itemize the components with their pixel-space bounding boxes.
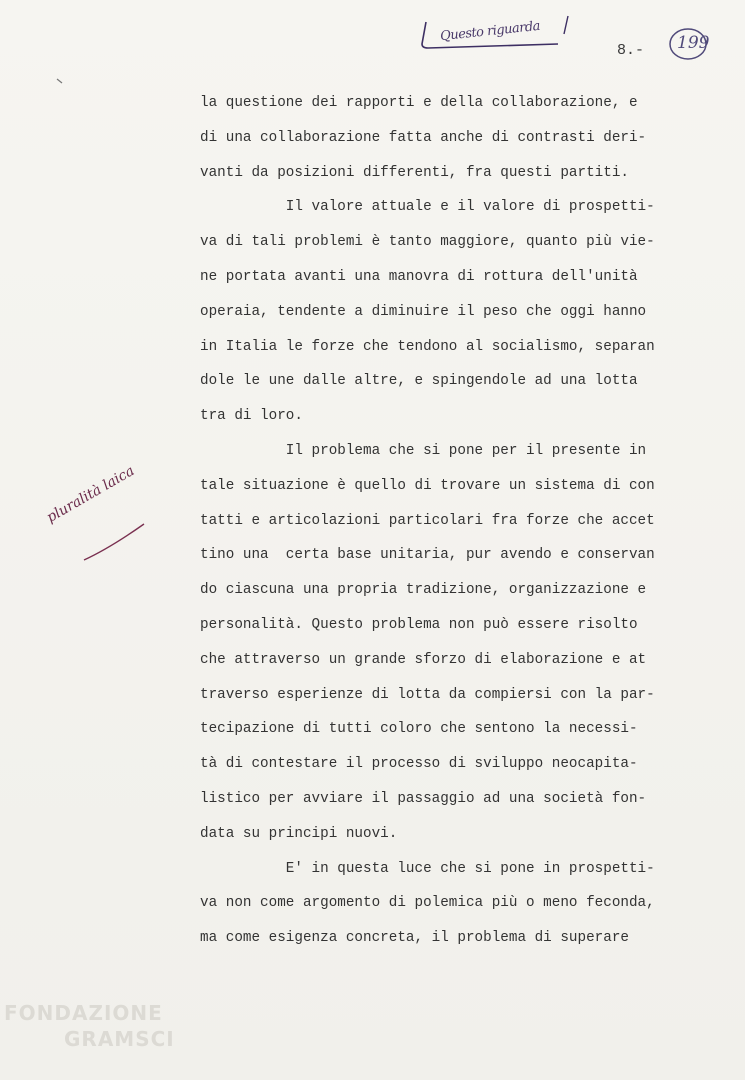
text-line: di una collaborazione fatta anche di contrasti deri- — [200, 129, 647, 146]
text-line: che attraverso un grande sforzo di elaborazione e at — [200, 651, 647, 668]
watermark — [4, 1000, 175, 1052]
text-line: listico per avviare il passaggio ad una società fon- — [200, 790, 647, 807]
folio-number: 199 — [677, 33, 710, 53]
text-line: la questione dei rapporti e della collaborazione, e — [200, 95, 638, 111]
header-annotation-text: Questo riguarda — [439, 18, 541, 45]
watermark-line-1: FONDAZIONE — [4, 1001, 163, 1025]
text-line: tà di contestare il processo di sviluppo neocapita- — [200, 756, 638, 773]
text-line: va non come argomento di polemica più o meno feconda, — [200, 895, 655, 912]
text-line: tra di loro. — [200, 408, 303, 425]
text-line: do ciascuna una propria tradizione, organizzazione e — [200, 582, 647, 599]
text-line: traverso esperienze di lotta da compiersi con la par- — [200, 686, 655, 703]
text-line: dole le une dalle altre, e spingendole ad una lotta — [200, 373, 638, 390]
text-line: data su principi nuovi. — [200, 825, 398, 842]
text-line: Il problema che si pone per il presente in — [200, 442, 647, 459]
page-number: 8.- — [617, 42, 645, 59]
text-line: tatti e articolazioni particolari fra forze che accet — [200, 512, 655, 529]
text-line: ma come esigenza concreta, il problema di superare — [200, 930, 629, 947]
stray-mark-icon — [56, 78, 64, 86]
text-line: tale situazione è quello di trovare un sistema di con — [200, 477, 655, 494]
text-line: Il valore attuale e il valore di prospetti- — [200, 199, 655, 216]
margin-underline-icon — [80, 520, 150, 565]
typed-body-text — [200, 86, 680, 956]
margin-handwritten-note: pluralità laica — [44, 462, 138, 526]
text-line: personalità. Questo problema non può essere risolto — [200, 616, 638, 633]
text-line: operaia, tendente a diminuire il peso che oggi hanno — [200, 303, 647, 320]
watermark-line-2: GRAMSCI — [64, 1027, 175, 1051]
text-line: tecipazione di tutti coloro che sentono la necessi- — [200, 721, 638, 738]
text-line: tino una certa base unitaria, pur avendo e conservan — [200, 547, 655, 564]
text-line: in Italia le forze che tendono al socialismo, separan — [200, 338, 655, 355]
text-line: ne portata avanti una manovra di rottura dell'unità — [200, 268, 638, 285]
text-line: E' in questa luce che si pone in prospetti- — [200, 860, 655, 877]
text-line: va di tali problemi è tanto maggiore, quanto più vie- — [200, 234, 655, 251]
text-line: vanti da posizioni differenti, fra questi partiti. — [200, 164, 629, 181]
